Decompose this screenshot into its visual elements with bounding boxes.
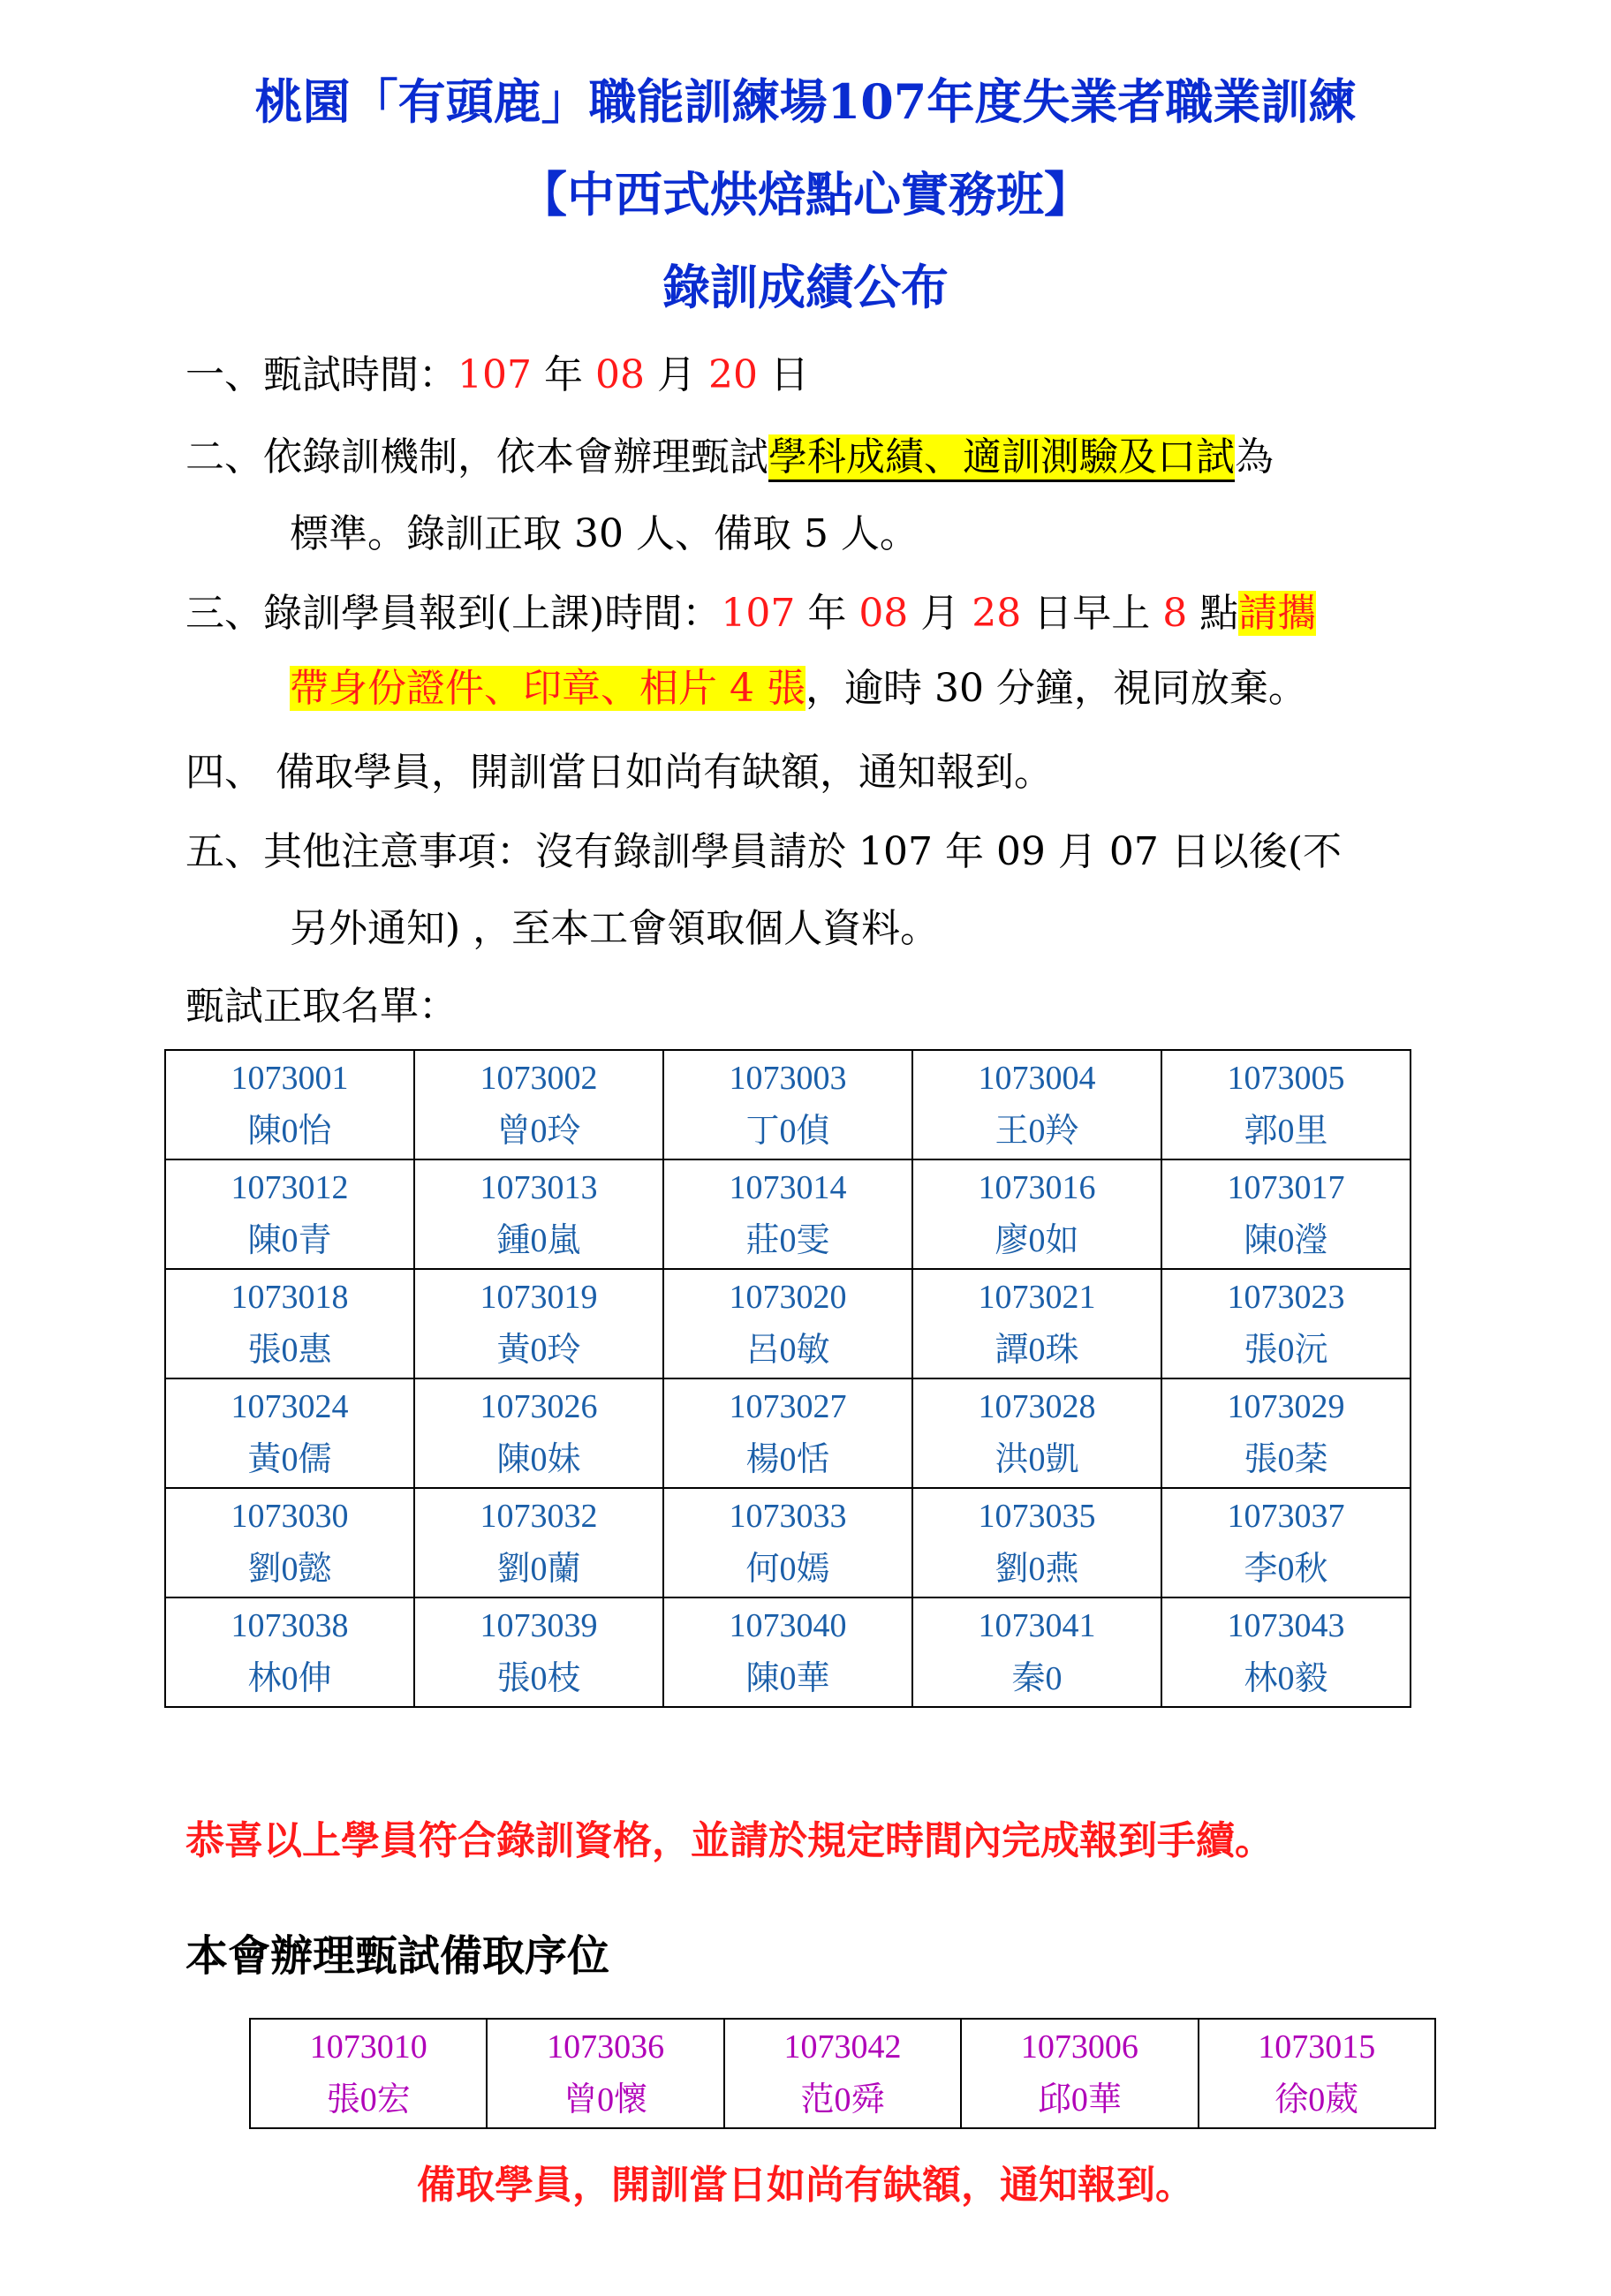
student-name: 陳0青 bbox=[247, 1222, 332, 1259]
student-id: 1073016 bbox=[978, 1169, 1096, 1206]
student-id: 1073027 bbox=[729, 1388, 847, 1425]
table-cell bbox=[912, 1378, 1161, 1488]
student-name: 范0舜 bbox=[800, 2081, 885, 2119]
student-name: 張0惠 bbox=[247, 1332, 332, 1369]
student-id: 1073004 bbox=[978, 1060, 1096, 1097]
student-name: 廖0如 bbox=[995, 1222, 1079, 1259]
table-row bbox=[165, 1050, 1411, 1159]
item1-month-unit: 月 bbox=[644, 352, 708, 397]
student-id: 1073040 bbox=[729, 1607, 847, 1644]
table-cell bbox=[912, 1159, 1161, 1269]
backup-table bbox=[249, 2018, 1436, 2129]
table-cell bbox=[414, 1488, 663, 1597]
table-row bbox=[165, 1269, 1411, 1378]
table-cell bbox=[1161, 1050, 1411, 1159]
student-id: 1073006 bbox=[1020, 2028, 1138, 2066]
table-row bbox=[165, 1378, 1411, 1488]
table-cell bbox=[165, 1488, 414, 1597]
item3-month-unit: 月 bbox=[908, 591, 972, 636]
student-id: 1073037 bbox=[1227, 1498, 1345, 1535]
table-cell bbox=[663, 1269, 912, 1378]
item3-line2 bbox=[290, 662, 1307, 715]
student-name: 曾0懷 bbox=[563, 2081, 648, 2119]
student-id: 1073020 bbox=[729, 1279, 847, 1316]
item1-day-unit: 日 bbox=[757, 352, 809, 397]
student-name: 何0嫣 bbox=[745, 1551, 830, 1588]
student-id: 1073005 bbox=[1227, 1060, 1345, 1097]
backup-note: 備取學員，開訓當日如尚有缺額，通知報到。 bbox=[417, 2163, 1194, 2208]
table-cell bbox=[414, 1159, 663, 1269]
table-cell bbox=[912, 1269, 1161, 1378]
item2-suffix: 為 bbox=[1235, 434, 1274, 480]
table-cell bbox=[1161, 1159, 1411, 1269]
item-exam-time bbox=[185, 349, 809, 402]
student-id: 1073043 bbox=[1227, 1607, 1345, 1644]
item3-hour-unit: 點 bbox=[1187, 591, 1239, 636]
student-name: 郭0里 bbox=[1244, 1113, 1328, 1150]
student-id: 1073039 bbox=[480, 1607, 598, 1644]
student-id: 1073030 bbox=[231, 1498, 349, 1535]
item-backup-students: 四、 備取學員，開訓當日如尚有缺額，通知報到。 bbox=[185, 750, 1053, 795]
table-cell bbox=[663, 1597, 912, 1707]
student-name: 陳0瀅 bbox=[1244, 1222, 1328, 1259]
table-row bbox=[250, 2019, 1435, 2128]
item3-prefix: 三、錄訓學員報到(上課)時間： bbox=[185, 591, 722, 636]
student-name: 洪0凱 bbox=[995, 1441, 1079, 1478]
student-name: 黃0儒 bbox=[247, 1441, 332, 1478]
student-name: 劉0燕 bbox=[995, 1551, 1079, 1588]
admitted-table bbox=[164, 1049, 1411, 1708]
student-name: 張0枝 bbox=[496, 1660, 581, 1697]
student-name: 劉0蘭 bbox=[496, 1551, 581, 1588]
table-cell bbox=[663, 1488, 912, 1597]
student-name: 劉0懿 bbox=[247, 1551, 332, 1588]
student-id: 1073013 bbox=[480, 1169, 598, 1206]
item1-day: 20 bbox=[707, 352, 758, 397]
student-name: 曾0玲 bbox=[496, 1113, 581, 1150]
student-name: 張0沅 bbox=[1244, 1332, 1328, 1369]
student-id: 1073019 bbox=[480, 1279, 598, 1316]
table-cell bbox=[165, 1050, 414, 1159]
item2-highlight: 學科成績、適訓測驗及口試 bbox=[768, 434, 1235, 482]
item3-suffix: ，逾時 30 分鐘，視同放棄。 bbox=[805, 666, 1307, 711]
table-cell bbox=[724, 2019, 961, 2128]
item3-day: 28 bbox=[972, 591, 1022, 636]
student-name: 徐0葳 bbox=[1274, 2081, 1359, 2119]
item2-line2: 標準。錄訓正取 30 人、備取 5 人。 bbox=[290, 511, 919, 556]
student-id: 1073023 bbox=[1227, 1279, 1345, 1316]
table-cell bbox=[663, 1050, 912, 1159]
item1-year-unit: 年 bbox=[531, 352, 595, 397]
backup-list-title: 本會辦理甄試備取序位 bbox=[185, 1931, 610, 1981]
student-id: 1073018 bbox=[231, 1279, 349, 1316]
table-row bbox=[165, 1488, 1411, 1597]
item5-line2: 另外通知) ，至本工會領取個人資料。 bbox=[290, 906, 940, 951]
student-id: 1073032 bbox=[480, 1498, 598, 1535]
congrats-message: 恭喜以上學員符合錄訓資格，並請於規定時間內完成報到手續。 bbox=[185, 1818, 1274, 1863]
student-name: 楊0恬 bbox=[745, 1441, 830, 1478]
table-cell bbox=[1199, 2019, 1435, 2128]
table-cell bbox=[663, 1159, 912, 1269]
student-id: 1073024 bbox=[231, 1388, 349, 1425]
student-name: 王0羚 bbox=[995, 1113, 1079, 1150]
table-cell bbox=[487, 2019, 723, 2128]
student-name: 譚0珠 bbox=[995, 1332, 1079, 1369]
table-cell bbox=[1161, 1597, 1411, 1707]
table-cell bbox=[414, 1597, 663, 1707]
table-cell bbox=[414, 1378, 663, 1488]
table-cell bbox=[165, 1597, 414, 1707]
table-cell bbox=[912, 1488, 1161, 1597]
table-row bbox=[165, 1597, 1411, 1707]
table-cell bbox=[414, 1050, 663, 1159]
student-id: 1073036 bbox=[547, 2028, 665, 2066]
table-cell bbox=[165, 1159, 414, 1269]
item3-highlight-2: 帶身份證件、印章、相片 4 張 bbox=[290, 666, 806, 711]
item1-month: 08 bbox=[594, 352, 645, 397]
student-id: 1073035 bbox=[978, 1498, 1096, 1535]
item-other-notes: 五、其他注意事項：沒有錄訓學員請於 107 年 09 月 07 日以後(不 bbox=[185, 829, 1342, 874]
student-name: 黃0玲 bbox=[496, 1332, 581, 1369]
item3-highlight-1: 請攜 bbox=[1238, 591, 1317, 636]
student-name: 陳0華 bbox=[745, 1660, 830, 1697]
item3-year: 107 bbox=[721, 591, 796, 636]
student-id: 1073001 bbox=[231, 1060, 349, 1097]
student-name: 丁0偵 bbox=[745, 1113, 830, 1150]
item-admission-mechanism bbox=[185, 431, 1274, 484]
item-report-time bbox=[185, 587, 1316, 640]
student-id: 1073021 bbox=[978, 1279, 1096, 1316]
table-cell bbox=[1161, 1269, 1411, 1378]
admitted-list-title: 甄試正取名單： bbox=[185, 984, 458, 1029]
student-id: 1073015 bbox=[1258, 2028, 1376, 2066]
student-id: 1073029 bbox=[1227, 1388, 1345, 1425]
student-name: 陳0妹 bbox=[496, 1441, 581, 1478]
page-title: 桃園「有頭鹿」職能訓練場107年度失業者職業訓練 bbox=[254, 73, 1357, 130]
student-name: 林0伸 bbox=[247, 1660, 332, 1697]
item1-year: 107 bbox=[458, 352, 532, 397]
item3-year-unit: 年 bbox=[795, 591, 859, 636]
student-name: 李0秋 bbox=[1244, 1551, 1328, 1588]
student-id: 1073033 bbox=[729, 1498, 847, 1535]
student-name: 鍾0嵐 bbox=[496, 1222, 581, 1259]
item3-hour: 8 bbox=[1162, 591, 1188, 636]
student-name: 邱0華 bbox=[1037, 2081, 1122, 2119]
table-cell bbox=[663, 1378, 912, 1488]
student-id: 1073014 bbox=[729, 1169, 847, 1206]
student-id: 1073038 bbox=[231, 1607, 349, 1644]
student-name: 莊0雯 bbox=[745, 1222, 830, 1259]
student-id: 1073017 bbox=[1227, 1169, 1345, 1206]
student-name: 林0毅 bbox=[1244, 1660, 1328, 1697]
item3-month: 08 bbox=[858, 591, 909, 636]
table-cell bbox=[912, 1597, 1161, 1707]
student-id: 1073042 bbox=[783, 2028, 902, 2066]
table-cell bbox=[961, 2019, 1198, 2128]
student-id: 1073002 bbox=[480, 1060, 598, 1097]
table-cell bbox=[414, 1269, 663, 1378]
table-cell bbox=[1161, 1488, 1411, 1597]
announcement-title: 錄訓成績公布 bbox=[662, 259, 949, 315]
student-id: 1073003 bbox=[729, 1060, 847, 1097]
student-name: 陳0怡 bbox=[247, 1113, 332, 1150]
student-name: 呂0敏 bbox=[745, 1332, 830, 1369]
student-name: 秦0 bbox=[1011, 1660, 1063, 1697]
table-row bbox=[165, 1159, 1411, 1269]
item2-prefix: 二、依錄訓機制，依本會辦理甄試 bbox=[185, 434, 768, 480]
table-cell bbox=[165, 1378, 414, 1488]
student-id: 1073010 bbox=[309, 2028, 427, 2066]
student-id: 1073012 bbox=[231, 1169, 349, 1206]
student-id: 1073041 bbox=[978, 1607, 1096, 1644]
student-id: 1073026 bbox=[480, 1388, 598, 1425]
student-id: 1073028 bbox=[978, 1388, 1096, 1425]
table-cell bbox=[912, 1050, 1161, 1159]
table-cell bbox=[165, 1269, 414, 1378]
item1-prefix: 一、甄試時間： bbox=[185, 352, 458, 397]
student-name: 張0棻 bbox=[1244, 1441, 1328, 1478]
course-name: 【中西式烘焙點心實務班】 bbox=[519, 166, 1092, 223]
student-name: 張0宏 bbox=[326, 2081, 411, 2119]
table-cell bbox=[250, 2019, 487, 2128]
item3-day-unit: 日早上 bbox=[1021, 591, 1163, 636]
table-cell bbox=[1161, 1378, 1411, 1488]
